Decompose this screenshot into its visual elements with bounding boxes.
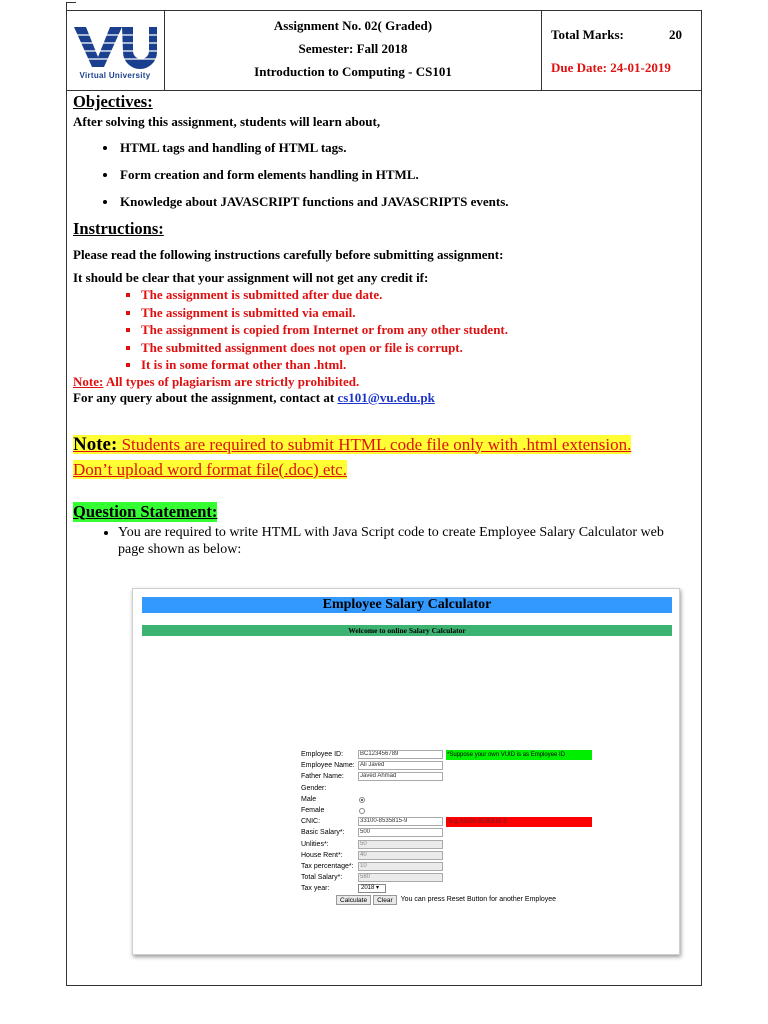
question-heading: Question Statement: — [73, 501, 218, 521]
employee-id-input[interactable]: BC123456789 — [358, 750, 443, 759]
list-item: ▪ The submitted assignment does not open or file is corrupt. — [141, 339, 693, 357]
note-line-2: Don’t upload word format file(.doc) etc. — [73, 459, 347, 479]
marks-cell — [542, 10, 702, 90]
note-line-1-text: Students are required to submit HTML code file only with .html extension. — [117, 434, 632, 454]
note-big-label: Note: — [73, 433, 118, 455]
gender-label: Gender: — [301, 784, 327, 792]
employee-id-hint: *Suppose your own VUID is as Employee ID — [446, 750, 592, 760]
question-list — [73, 524, 693, 558]
title-cell — [165, 10, 542, 90]
list-item: ▪ The assignment is submitted via email. — [141, 304, 693, 322]
document-body — [73, 92, 693, 558]
button-group — [336, 894, 556, 905]
cnic-label: CNIC: — [301, 818, 321, 826]
contact-email-link[interactable]: cs101@vu.edu.pk — [337, 389, 435, 405]
note-box — [73, 432, 693, 482]
cnic-hint: *e.g.33100-8535815-9 — [446, 817, 592, 827]
employee-name-label: Employee Name: — [301, 762, 355, 770]
instructions-credit-line: It should be clear that your assignment will not get any credit if: — [73, 270, 429, 285]
plagiarism-note — [73, 374, 693, 390]
house-rent-input: 40 — [358, 851, 443, 860]
tax-year-select[interactable]: 2018 ▾ — [358, 884, 386, 893]
instructions-list — [73, 286, 693, 374]
total-marks — [551, 27, 694, 43]
list-item: ▪ The assignment is copied from Internet or from any other student. — [141, 321, 693, 339]
list-item: • HTML tags and handling of HTML tags. — [118, 140, 693, 156]
plagiarism-note-label: Note: — [73, 373, 104, 389]
male-label: Male — [301, 795, 317, 803]
basic-salary-label: Basic Salary*: — [301, 829, 345, 837]
calculator-welcome: Welcome to online Salary Calculator — [142, 625, 672, 636]
calculator-title: Employee Salary Calculator — [142, 597, 672, 613]
total-salary-label: Total Salary*: — [301, 874, 343, 882]
total-marks-label: Total Marks: — [551, 26, 624, 42]
utilities-label: Unlities*: — [301, 840, 329, 848]
course-name: Introduction to Computing - CS101 — [254, 64, 452, 80]
assignment-title: Assignment No. 02( Graded) — [273, 17, 433, 33]
male-radio[interactable] — [359, 797, 365, 803]
tax-percentage-label: Tax percentage*: — [301, 862, 354, 870]
calculator-screenshot — [132, 588, 680, 955]
objectives-heading: Objectives: — [73, 92, 153, 111]
total-marks-value: 20 — [669, 26, 682, 42]
house-rent-label: House Rent*: — [301, 851, 343, 859]
instructions-heading: Instructions: — [73, 219, 164, 238]
list-item: • Knowledge about JAVASCRIPT functions and JAVASCRIPTS events. — [118, 194, 693, 210]
note-line-1 — [73, 435, 631, 454]
tax-year-label: Tax year: — [301, 885, 330, 893]
logo-cell — [66, 10, 165, 90]
instructions-read-line: Please read the following instructions carefully before submitting assignment: — [73, 247, 504, 262]
list-item: • Form creation and form elements handling in HTML. — [118, 167, 693, 183]
query-text: For any query about the assignment, contact at — [73, 389, 338, 405]
clear-button[interactable]: Clear — [373, 895, 397, 905]
total-salary-input: 580 — [358, 873, 443, 882]
semester: Semester: Fall 2018 — [298, 40, 408, 56]
list-item: ▪ The assignment is submitted after due date. — [141, 286, 693, 304]
question-text: • You are required to write HTML with Java Script code to create Employee Salary Calculator web page shown as below: — [118, 524, 693, 558]
calculate-button[interactable]: Calculate — [336, 895, 371, 905]
question-section — [73, 502, 693, 558]
father-name-label: Father Name: — [301, 773, 344, 781]
cnic-input[interactable]: 33100-8535815-9 — [358, 817, 443, 826]
vu-logo — [72, 25, 158, 69]
employee-id-label: Employee ID: — [301, 751, 344, 758]
header-table — [66, 10, 702, 91]
list-item: ▪ It is in some format other than .html. — [141, 356, 693, 374]
employee-name-input[interactable]: Ali Javed — [358, 761, 443, 770]
utilities-input: 50 — [358, 840, 443, 849]
objectives-intro: After solving this assignment, students will learn about, — [73, 114, 381, 129]
tax-percentage-input: 10 — [358, 862, 443, 871]
father-name-input[interactable]: Javed Ahmad — [358, 772, 443, 781]
plagiarism-note-text: All types of plagiarism are strictly prohibited. — [103, 373, 360, 389]
due-date: Due Date: 24-01-2019 — [551, 59, 671, 75]
female-label: Female — [301, 806, 325, 814]
query-line — [73, 390, 693, 406]
basic-salary-input[interactable]: 500 — [358, 828, 443, 837]
female-radio[interactable] — [359, 808, 365, 814]
objectives-list — [73, 140, 693, 210]
reset-note: You can press Reset Button for another Employee — [400, 896, 557, 904]
logo-text: Virtual University — [79, 70, 151, 80]
